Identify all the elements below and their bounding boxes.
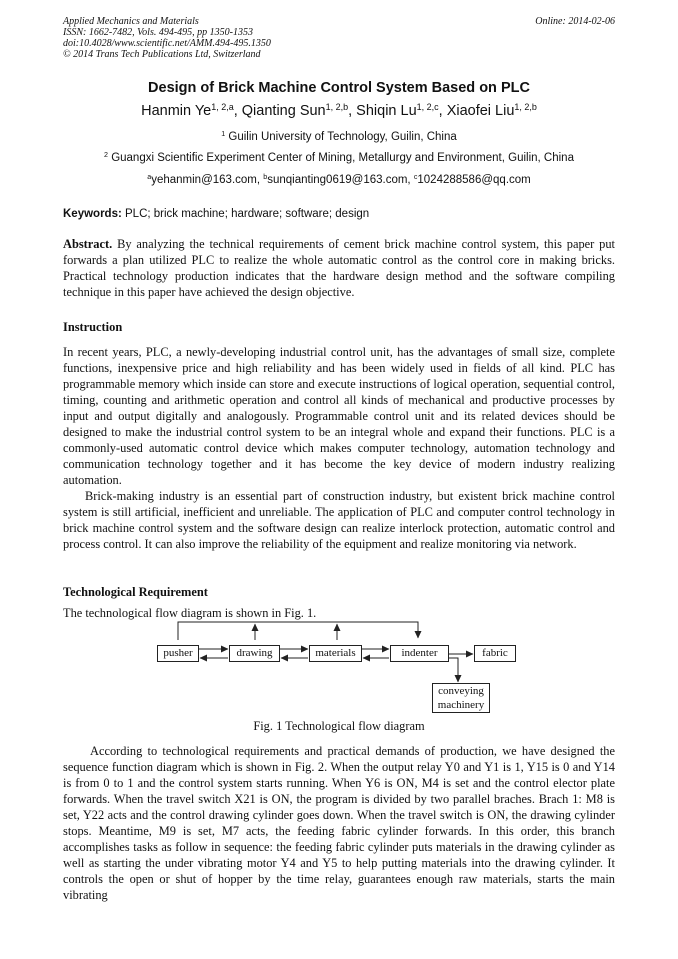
instruction-paragraph-2: Brick-making industry is an essential part of construction industry, but existent brick machine control system is still artificial, inefficient and unreliable. The application of PLC and computer control technology in brick machine control system and the software design can realize interlock protection, automatic control and process control. It can also improve the reliability of the equipment and realize monitoring via network.: [63, 489, 615, 551]
conveying-label-line2: machinery: [437, 699, 485, 711]
flow-box-pusher: pusher: [157, 645, 199, 662]
affiliation-marker: 2: [104, 151, 108, 160]
author-sep: ,: [233, 103, 242, 119]
author-name: Shiqin Lu: [356, 103, 417, 119]
email-text: 1024288586@qq.com: [417, 174, 531, 186]
instruction-paragraph-1: In recent years, PLC, a newly-developing industrial control unit, has the advantages of small size, complete functions, inexpensive price and high reliability and has been widely used in fields of all kind. PLC has programmable memory which inside can store and execute instructions of logical operation, sequential control, timing, counting and arithmetic operation and control all kinds of mechanical and productive processes by input and output digitally and analogously. Programmable control unit and its related devices should be designed to make the industrial control system to be an integral whole and expand their functions. PLC is a commonly-used automatic control device which makes computer technology, automation technology and communication technology together and it has become the key device of modern industry realizing automation.: [63, 345, 615, 487]
abstract-label: Abstract.: [63, 237, 113, 251]
section-heading-instruction: Instruction: [63, 320, 123, 334]
affiliation-text: Guilin University of Technology, Guilin, China: [228, 131, 457, 143]
figure-intro: The technological flow diagram is shown in Fig. 1.: [63, 606, 317, 620]
affiliation-text: Guangxi Scientific Experiment Center of Mining, Metallurgy and Environment, Guilin, China: [111, 152, 574, 164]
figure-caption: Fig. 1 Technological flow diagram: [253, 719, 425, 733]
arrow-indenter-to-conveying: [448, 658, 458, 682]
flow-diagram-lines: [0, 614, 678, 724]
keywords: [63, 208, 369, 220]
journal-header: [63, 16, 271, 60]
flow-box-fabric: fabric: [474, 645, 516, 662]
author-affil: 1, 2,b: [325, 102, 349, 113]
tech-paragraph-1: According to technological requirements and practical demands of production, we have designed the sequence function diagram which is shown in Fig. 2. When the output relay Y0 and Y1 is 1, Y15 is 0 and Y14 is from 0 to 1 and the control system starts running. When Y6 is ON, M4 is set and the control elector plate forwards. When the travel switch X21 is ON, the program is divided by two parallel braches. Brach 1: M8 is set, Y22 acts and the control drawing cylinder goes down. When the travel switch is ON, the drawing cylinder stops. Meantime, M9 is set, M7 acts, the feeding fabric cylinder forwards. In this order, this branch accomplishes tasks as follow in sequence: the feeding fabric cylinder puts materials in the drawing cylinder as well as starting the under vibrating motor Y4 and Y5 to help putting materials into the drawing cylinder. It controls the open or shut of hopper by the time relay, guarantees enough raw materials, starts the main vibrating: [63, 744, 615, 902]
email-line: [0, 174, 678, 186]
abstract: [63, 236, 615, 300]
keywords-label: Keywords:: [63, 208, 122, 220]
email-text: sunqianting0619@163.com,: [267, 174, 414, 186]
author-sep: ,: [348, 103, 357, 119]
author-affil: 1, 2,c: [416, 102, 439, 113]
section-heading-tech: Technological Requirement: [63, 585, 208, 599]
issn-line: ISSN: 1662-7482, Vols. 494-495, pp 1350-1353: [63, 27, 253, 38]
author-name: Xiaofei Liu: [446, 103, 515, 119]
abstract-text: By analyzing the technical requirements of cement brick machine control system, this paper put forwards a plan utilized PLC to realize the whole automatic control as the control core in making bricks. Practical technology production indicates that the hardware design method and the software compiling technique in this paper have achieved the design objective.: [63, 237, 615, 299]
affiliation-2: [0, 152, 678, 164]
author-sep: ,: [438, 103, 447, 119]
journal-name: Applied Mechanics and Materials: [63, 16, 199, 27]
affiliation-marker: 1: [221, 130, 226, 139]
author-line: [0, 103, 678, 119]
flow-box-indenter: indenter: [390, 645, 449, 662]
email-marker: b: [263, 173, 268, 182]
copyright-line: © 2014 Trans Tech Publications Ltd, Switzerland: [63, 49, 261, 60]
email-marker: c: [413, 173, 418, 182]
doi-line: doi:10.4028/www.scientific.net/AMM.494-495.1350: [63, 38, 271, 49]
conveying-label-line1: conveying: [438, 685, 484, 697]
paper-title: Design of Brick Machine Control System Based on PLC: [148, 80, 530, 96]
online-date: Online: 2014-02-06: [535, 16, 615, 27]
flow-box-conveying-machinery: [432, 683, 490, 713]
flow-box-materials: materials: [309, 645, 362, 662]
author-affil: 1, 2,b: [514, 102, 537, 113]
email-marker: a: [147, 173, 152, 182]
flow-box-drawing: drawing: [229, 645, 280, 662]
author-affil: 1, 2,a: [211, 102, 234, 113]
email-text: yehanmin@163.com,: [151, 174, 264, 186]
keywords-text: PLC; brick machine; hardware; software; design: [125, 208, 370, 220]
author-name: Qianting Sun: [241, 103, 326, 119]
author-name: Hanmin Ye: [141, 103, 212, 119]
affiliation-1: [0, 131, 678, 143]
feedback-loop-line: [178, 622, 418, 640]
